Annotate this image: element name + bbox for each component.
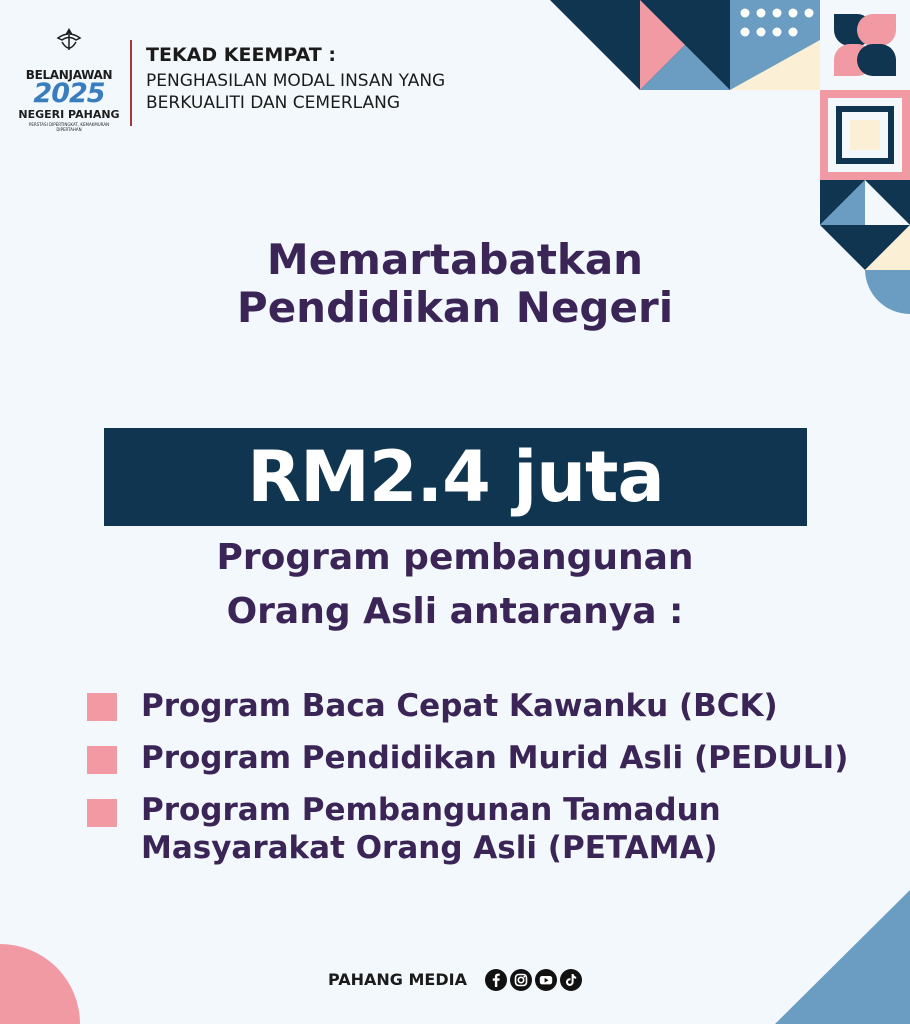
program-item-continued: Masyarakat Orang Asli (PETAMA) (141, 830, 718, 866)
program-intro-line2: Orang Asli antaranya : (226, 591, 684, 632)
instagram-icon[interactable] (510, 969, 532, 991)
logo-year: 2025 (33, 78, 105, 109)
page-heading-line2: Pendidikan Negeri (236, 283, 674, 332)
list-bullet (87, 746, 117, 774)
header-divider (130, 40, 132, 126)
logo-tagline: PERSTASI DIPERTINGKAT, KEMAKMURAN DIPERTAHAN (28, 122, 110, 132)
tiktok-icon[interactable] (560, 969, 582, 991)
amount-text: RM2.4 juta (247, 436, 664, 518)
tekad-subtitle (146, 70, 445, 114)
list-bullet (87, 693, 117, 721)
footer-brand: PAHANG MEDIA (328, 970, 467, 989)
list-bullet (87, 799, 117, 827)
logo-line1: BELANJAWAN (25, 68, 113, 82)
tekad-subtitle-line1: PENGHASILAN MODAL INSAN YANG (146, 71, 446, 91)
logo-line3: NEGERI PAHANG (18, 108, 120, 121)
tekad-title: TEKAD KEEMPAT : (146, 44, 336, 66)
corner-shape-bottom-right (775, 890, 910, 1024)
tekad-subtitle-line2: BERKUALITI DAN CEMERLANG (146, 93, 401, 113)
pahang-crest-icon (54, 26, 84, 56)
program-intro-line1: Program pembangunan (216, 537, 694, 578)
program-item: Program Pembangunan Tamadun (141, 792, 721, 828)
page-heading-line1: Memartabatkan (266, 235, 644, 284)
facebook-icon[interactable] (485, 969, 507, 991)
belanjawan-logo (18, 26, 120, 130)
program-item: Program Baca Cepat Kawanku (BCK) (141, 688, 778, 724)
program-item: Program Pendidikan Murid Asli (PEDULI) (141, 740, 849, 776)
corner-shape-bottom-left (0, 944, 80, 1024)
youtube-icon[interactable] (535, 969, 557, 991)
amount-banner (104, 428, 807, 526)
